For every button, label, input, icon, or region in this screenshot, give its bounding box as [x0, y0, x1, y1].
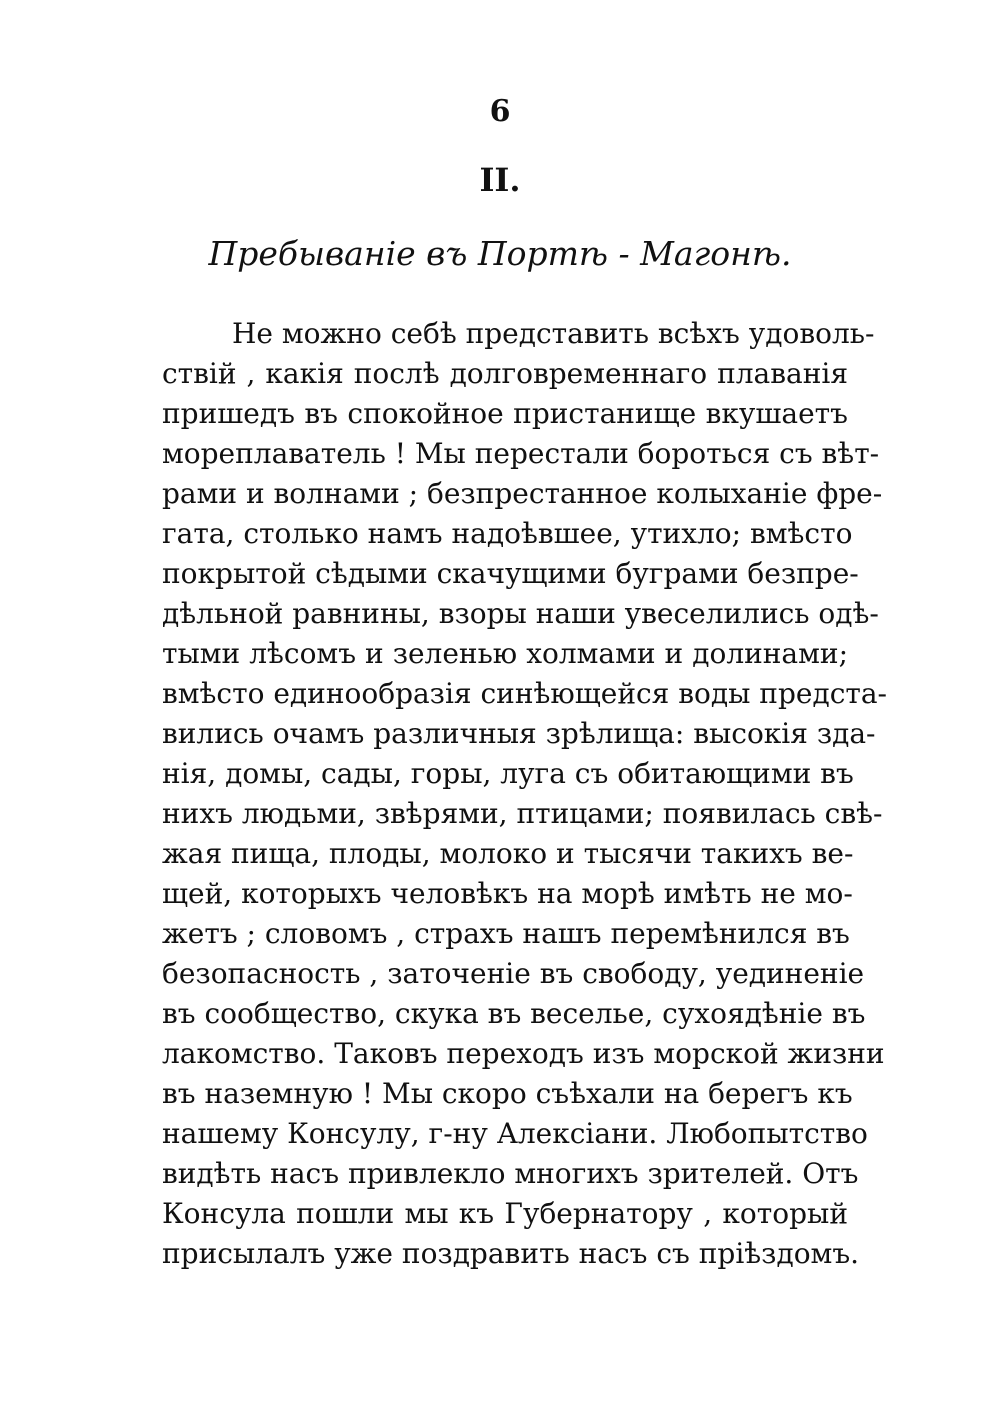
text-line: тыми лѣсомъ и зеленью холмами и долинами;	[162, 637, 848, 670]
text-line: нашему Консулу, г-ну Алексiани. Любопытство	[162, 1117, 868, 1150]
chapter-title: Пребыванiе въ Портѣ - Магонѣ.	[208, 234, 792, 273]
text-line: дѣльной равнины, взоры наши увеселились одѣ-	[162, 597, 879, 630]
text-line: щей, которыхъ человѣкъ на морѣ имѣть не мо-	[162, 877, 853, 910]
body-paragraph	[162, 314, 888, 1274]
text-line: гата, столько намъ надоѣвшее, утихло; вмѣсто	[162, 517, 853, 550]
text-line: въ сообщество, скука въ веселье, сухоядѣнiе въ	[162, 997, 866, 1030]
text-line: покрытой сѣдыми скачущими буграми безпре-	[162, 557, 859, 590]
text-line: видѣть насъ привлекло многихъ зрителей. Отъ	[162, 1157, 859, 1190]
text-line: лакомство. Таковъ переходъ изъ морской жизни	[162, 1037, 885, 1070]
text-line: безопасность , заточенiе въ свободу, уединенiе	[162, 957, 865, 990]
text-line: ствiй , какiя послѣ долговременнаго плаванiя	[162, 357, 848, 390]
text-line: нихъ людьми, звѣрями, птицами; появилась свѣ-	[162, 797, 883, 830]
text-line: въ наземную ! Мы скоро съѣхали на берегъ къ	[162, 1077, 853, 1110]
text-line: вмѣсто единообразiя синѣющейся воды предста-	[162, 677, 888, 710]
text-line: мореплаватель ! Мы перестали бороться съ вѣт-	[162, 437, 880, 470]
text-line: вились очамъ различныя зрѣлища: высокiя зда-	[162, 717, 876, 750]
text-line: Не можно себѣ представить всѣхъ удоволь-	[232, 317, 875, 350]
text-line: нiя, домы, сады, горы, луга съ обитающими въ	[162, 757, 854, 790]
text-line: жетъ ; словомъ , страхъ нашъ перемѣнился въ	[162, 917, 850, 950]
text-line: рами и волнами ; безпрестанное колыханiе фре-	[162, 477, 883, 510]
text-line: пришедъ въ спокойное пристанище вкушаетъ	[162, 397, 848, 430]
page-number: 6	[489, 94, 511, 129]
text-line: жая пища, плоды, молоко и тысячи такихъ ве-	[162, 837, 854, 870]
text-line: Консула пошли мы къ Губернатору , который	[162, 1197, 848, 1230]
text-line: присылалъ уже поздравить насъ съ прiѣздомъ.	[162, 1237, 860, 1270]
chapter-number: II.	[479, 161, 521, 199]
